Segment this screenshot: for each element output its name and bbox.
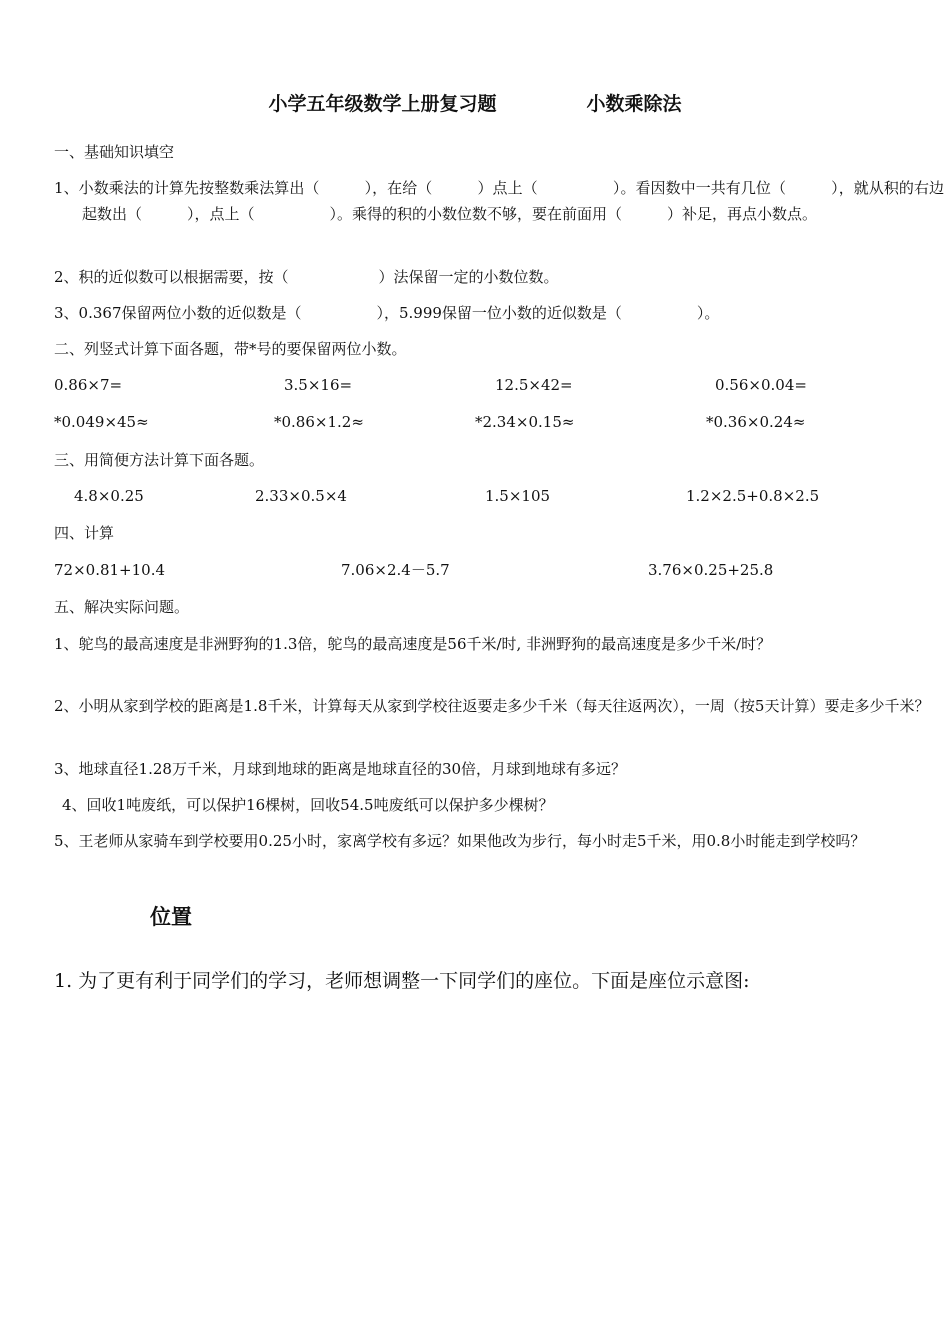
calc-item: *2.34×0.15≈ [475,413,575,431]
position-question-1: 1. 为了更有利于同学们的学习，老师想调整一下同学们的座位。下面是座位示意图: [54,970,750,992]
calc-item: 3.76×0.25+25.8 [648,561,774,579]
calc-item: *0.86×1.2≈ [274,413,364,431]
position-heading: 位置 [150,905,192,929]
word-problem-3: 3、地球直径1.28万千米，月球到地球的距离是地球直径的30倍，月球到地球有多远？ [54,760,627,778]
calc-item: 1.5×105 [485,487,551,505]
calc-item: 7.06×2.4－5.7 [341,561,450,579]
calc-item: *0.36×0.24≈ [706,413,806,431]
page-title [0,92,950,116]
word-problem-2: 2、小明从家到学校的距离是1.8千米，计算每天从家到学校往返要走多少千米（每天往返两次），一周（按5天计算）要走多少千米？ [54,697,930,715]
word-problem-1: 1、鸵鸟的最高速度是非洲野狗的1.3倍，鸵鸟的最高速度是56千米/时, 非洲野狗的最高速度是多少千米/时？ [54,635,772,653]
calc-item: 1.2×2.5+0.8×2.5 [686,487,820,505]
calc-item: 12.5×42= [495,376,573,394]
title-topic: 小数乘除法 [586,93,682,115]
section-1-question-3: 3、0.367保留两位小数的近似数是（ ），5.999保留一位小数的近似数是（ ）。 [54,304,720,322]
word-problem-5: 5、王老师从家骑车到学校要用0.25小时，家离学校有多远？如果他改为步行，每小时走5千米，用0.8小时能走到学校吗？ [54,832,866,850]
section-5-heading: 五、解决实际问题。 [54,598,190,616]
section-2-heading: 二、列竖式计算下面各题，带*号的要保留两位小数。 [54,340,407,358]
calc-item: 4.8×0.25 [74,487,144,505]
calc-item: *0.049×45≈ [54,413,149,431]
word-problem-4: 4、回收1吨废纸，可以保护16棵树，回收54.5吨废纸可以保护多少棵树？ [62,796,554,814]
calc-item: 0.86×7= [54,376,123,394]
section-1-heading: 一、基础知识填空 [54,143,175,161]
calc-item: 0.56×0.04= [715,376,807,394]
calc-item: 72×0.81+10.4 [54,561,166,579]
section-1-question-1: 1、小数乘法的计算先按整数乘法算出（ ），在给（ ）点上（ ）。看因数中一共有几位（ ），就从积的右边起数出（ ），点上（ ）。乘得的积的小数位数不够，要在前面用（ ）补足，再点小数点。 [54,179,944,223]
title-main: 小学五年级数学上册复习题 [268,93,497,115]
section-4-heading: 四、计算 [54,524,115,542]
section-3-heading: 三、用简便方法计算下面各题。 [54,451,265,469]
section-1-question-2: 2、积的近似数可以根据需要，按（ ）法保留一定的小数位数。 [54,268,559,286]
calc-item: 2.33×0.5×4 [255,487,347,505]
calc-item: 3.5×16= [284,376,353,394]
